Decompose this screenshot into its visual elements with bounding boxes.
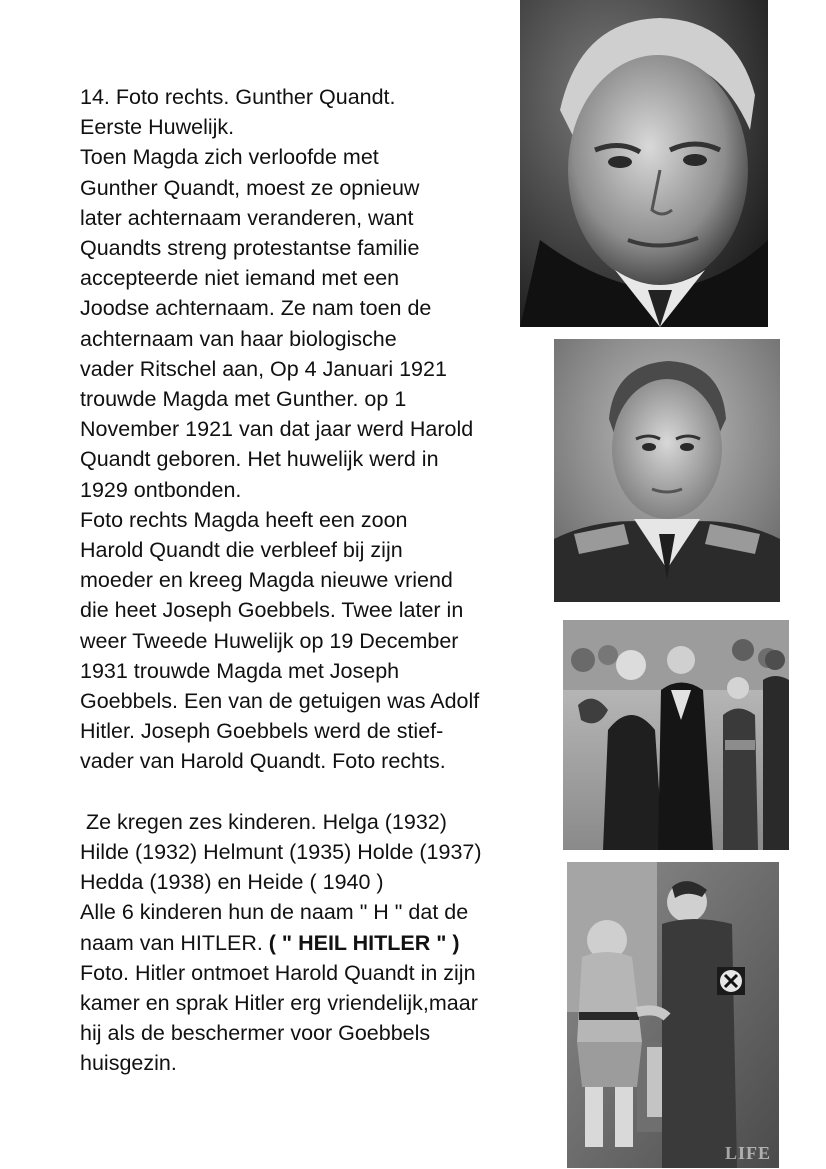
heil-plain-text: naam van HITLER. [80, 930, 269, 955]
text-line: 1931 trouwde Magda met Joseph [80, 658, 400, 683]
text-line: 1929 ontbonden. [80, 477, 242, 502]
text-line: Foto rechts Magda heeft een zoon [80, 507, 408, 532]
text-line: hij als de beschermer voor Goebbels [80, 1021, 431, 1046]
text-line: Joodse achternaam. Ze nam toen de [80, 296, 432, 321]
text-line: Alle 6 kinderen hun de naam " H " dat de [80, 900, 469, 925]
text-line: Hilde (1932) Helmunt (1935) Holde (1937) [80, 840, 482, 865]
text-line: achternaam van haar biologische [80, 326, 397, 351]
text-line: huisgezin. [80, 1051, 177, 1076]
text-line: Hitler. Joseph Goebbels werd de stief- [80, 719, 444, 744]
paragraph-gap [80, 777, 560, 807]
text-line: Quandt geboren. Het huwelijk werd in [80, 447, 439, 472]
portrait-photo-gunther [520, 0, 768, 327]
life-watermark: LIFE [724, 1143, 771, 1163]
text-line: moeder en kreeg Magda nieuwe vriend [80, 568, 453, 593]
portrait-image [520, 0, 768, 327]
handshake-image [567, 862, 779, 1168]
text-line: Ze kregen zes kinderen. Helga (1932) [80, 809, 447, 834]
wedding-image [563, 620, 789, 850]
text-line: 14. Foto rechts. Gunther Quandt. [80, 85, 396, 109]
text-line: Harold Quandt die verbleef bij zijn [80, 538, 403, 563]
text-line: November 1921 van dat jaar werd Harold [80, 417, 474, 442]
text-line: Foto. Hitler ontmoet Harold Quandt in zijn [80, 960, 476, 985]
article-text [80, 82, 560, 1079]
text-line-heil [80, 928, 560, 958]
text-line: vader Ritschel aan, Op 4 Januari 1921 [80, 356, 447, 381]
text-line: Hedda (1938) en Heide ( 1940 ) [80, 870, 384, 895]
text-line: Gunther Quandt, moest ze opnieuw [80, 175, 420, 200]
handshake-photo [567, 862, 779, 1168]
text-line: vader van Harold Quandt. Foto rechts. [80, 749, 446, 774]
text-line: accepteerde niet iemand met een [80, 266, 400, 291]
text-line: weer Tweede Huwelijk op 19 December [80, 628, 459, 653]
text-line: Toen Magda zich verloofde met [80, 145, 379, 170]
text-line: kamer en sprak Hitler erg vriendelijk,maar [80, 991, 478, 1016]
text-line: later achternaam veranderen, want [80, 205, 414, 230]
wedding-photo [563, 620, 789, 850]
text-line: trouwde Magda met Gunther. op 1 [80, 387, 407, 412]
text-line: Goebbels. Een van de getuigen was Adolf [80, 689, 480, 714]
heil-bold-text: ( " HEIL HITLER " ) [268, 930, 460, 955]
text-line: die heet Joseph Goebbels. Twee later in [80, 598, 464, 623]
text-line: Quandts streng protestantse familie [80, 236, 420, 261]
portrait-photo-harold [554, 339, 780, 602]
portrait-image [554, 339, 780, 602]
text-line: Eerste Huwelijk. [80, 115, 235, 140]
